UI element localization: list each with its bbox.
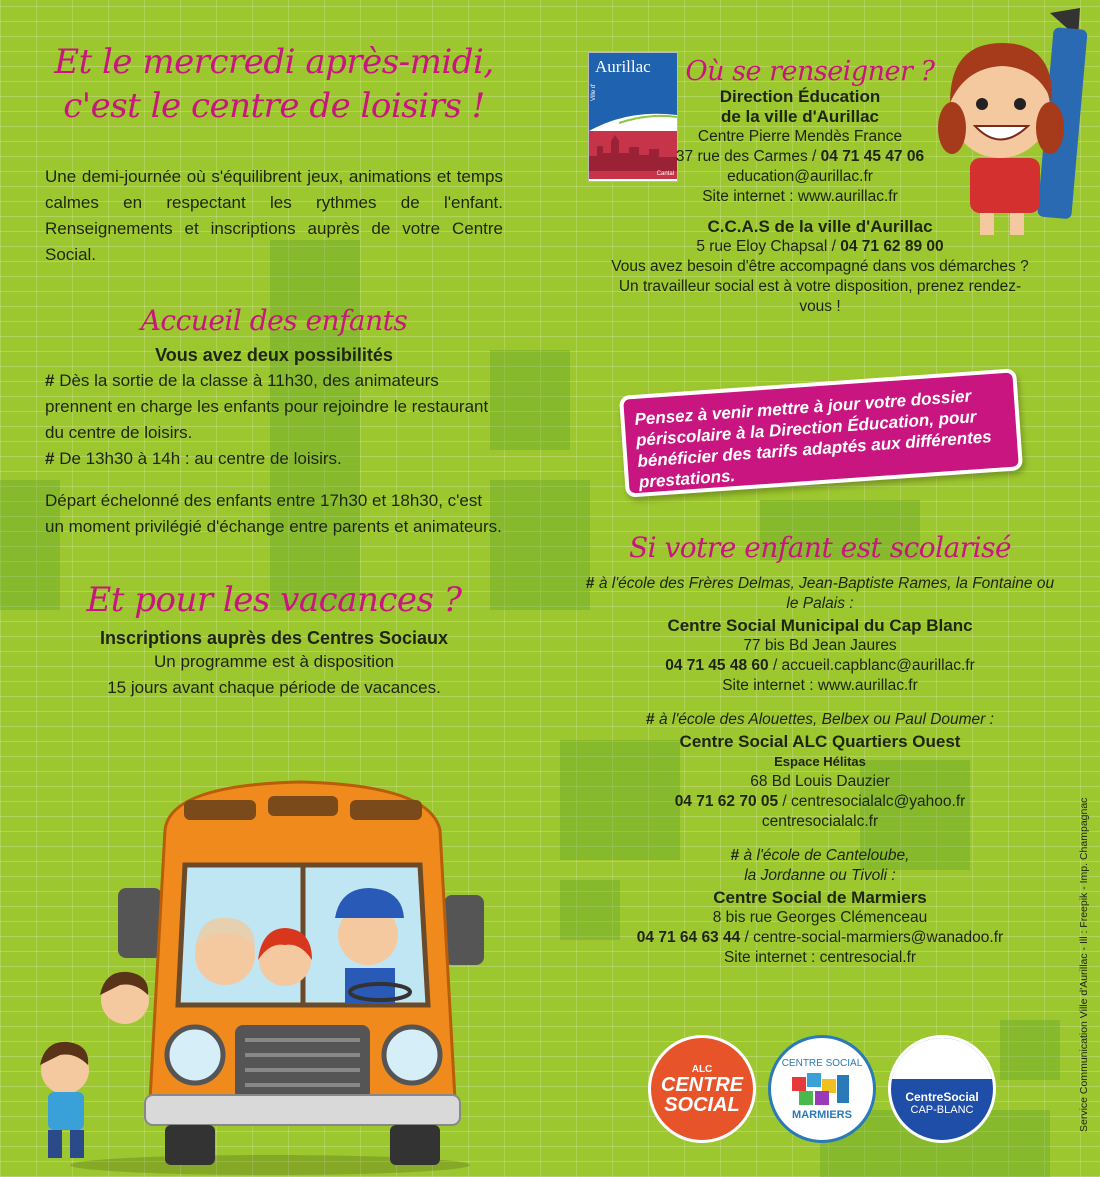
c3-email: / centre-social-marmiers@wanadoo.fr xyxy=(740,929,1004,946)
vacances-line1: Un programme est à disposition xyxy=(153,652,394,671)
renseigner-section xyxy=(590,56,1050,317)
c2-sub: Espace Hélitas xyxy=(774,754,866,769)
bg-square xyxy=(1000,1020,1060,1080)
c2-address: 68 Bd Louis Dauzier xyxy=(750,773,890,790)
left-column xyxy=(45,40,503,701)
c3-address: 8 bis rue Georges Clémenceau xyxy=(712,909,928,926)
renseigner-title: Où se renseigner ? xyxy=(685,56,935,87)
org1-email: education@aurillac.fr xyxy=(727,168,873,185)
accueil-title: Accueil des enfants xyxy=(140,304,408,337)
alc-logo-line1: CENTRE xyxy=(660,1073,744,1096)
logo-top-band xyxy=(891,1038,993,1079)
marmiers-centre-social-logo xyxy=(768,1035,876,1143)
vacances-title: Et pour les vacances ? xyxy=(86,580,462,620)
puzzle-icon xyxy=(787,1069,857,1109)
org1-site: Site internet : www.aurillac.fr xyxy=(702,188,898,205)
aurillac-logo-name: Aurillac xyxy=(595,57,651,76)
depart-text: Départ échelonné des enfants entre 17h30 et 18h30, c'est un moment privilégié d'échange entre parents et animateurs. xyxy=(45,491,502,536)
scolarise-section xyxy=(580,530,1060,968)
org2-address-line xyxy=(590,237,1050,257)
org1-phone: 04 71 45 47 06 xyxy=(820,148,925,165)
intro-text: Une demi-journée où s'équilibrent jeux, animations et temps calmes en respectant les rythmes de l'enfant. Renseignements et inscriptions auprès de votre Centre Social. xyxy=(45,167,503,264)
c3-schools-line1 xyxy=(580,846,1060,866)
c1-contact xyxy=(580,656,1060,676)
c2-email: / centresocialalc@yahoo.fr xyxy=(778,793,966,810)
marmiers-logo-bottom: MARMIERS xyxy=(792,1108,852,1121)
main-title-line2: c'est le centre de loisirs ! xyxy=(63,86,485,126)
c1-name: Centre Social Municipal du Cap Blanc xyxy=(667,616,973,635)
c3-site: Site internet : centresocial.fr xyxy=(723,949,917,966)
c1-email: / accueil.capblanc@aurillac.fr xyxy=(768,657,975,674)
alc-logo-line2: SOCIAL xyxy=(664,1093,740,1116)
c3-phone: 04 71 64 63 44 xyxy=(636,929,741,946)
c2-schools xyxy=(580,710,1060,730)
c3-name: Centre Social de Marmiers xyxy=(713,888,927,907)
c2-name: Centre Social ALC Quartiers Ouest xyxy=(679,732,961,751)
hash-mark: # xyxy=(730,847,740,864)
org2-phone: 04 71 62 89 00 xyxy=(840,238,944,255)
option-2 xyxy=(45,446,503,472)
org2-text: Vous avez besoin d'être accompagné dans vos démarches ? Un travailleur social est à votre disposition, prenez rendez-vous ! xyxy=(611,258,1029,315)
alc-logo-top: ALC xyxy=(691,1063,713,1075)
aurillac-logo-bottom: Cantal xyxy=(656,171,674,177)
org1-address-line xyxy=(640,147,960,167)
alc-centre-social-logo xyxy=(648,1035,756,1143)
option-1 xyxy=(45,368,503,446)
option-2-text: De 13h30 à 14h : au centre de loisirs. xyxy=(54,449,342,468)
vacances-subtitle: Inscriptions auprès des Centres Sociaux xyxy=(99,628,449,648)
org1-address: 37 rue des Carmes / xyxy=(675,148,821,165)
c1-schools xyxy=(580,574,1060,614)
hash-mark: # xyxy=(45,449,55,468)
org2-name: C.C.A.S de la ville d'Aurillac xyxy=(707,217,933,236)
org2-address: 5 rue Eloy Chapsal / xyxy=(696,238,841,255)
c3-schools-text1: à l'école de Canteloube, xyxy=(739,847,910,864)
c1-address: 77 bis Bd Jean Jaures xyxy=(743,637,897,654)
aurillac-logo-side: Ville d' xyxy=(591,83,597,101)
capblanc-logo-line2: CAP-BLANC xyxy=(910,1104,974,1116)
main-title xyxy=(45,40,503,128)
org1-name-line1: Direction Éducation xyxy=(719,87,881,106)
accueil-subtitle: Vous avez deux possibilités xyxy=(155,345,393,365)
school-bus-illustration xyxy=(0,770,520,1177)
scolarise-title: Si votre enfant est scolarisé xyxy=(628,531,1012,564)
c2-contact xyxy=(580,792,1060,812)
hash-mark: # xyxy=(585,575,595,592)
cap-blanc-centre-social-logo xyxy=(888,1035,996,1143)
c3-schools-line2: la Jordanne ou Tivoli : xyxy=(744,867,896,884)
bg-square xyxy=(490,480,590,610)
c2-email2: centresocialalc.fr xyxy=(761,813,879,830)
org1-place: Centre Pierre Mendès France xyxy=(697,128,903,145)
hash-mark: # xyxy=(646,711,655,728)
main-title-line1: Et le mercredi après-midi, xyxy=(54,42,494,82)
reminder-box: Pensez à venir mettre à jour votre dossier périscolaire à la Direction Éducation, pour bénéficier des tarifs adaptés aux différentes prestations. xyxy=(619,368,1023,498)
c2-schools-text: à l'école des Alouettes, Belbex ou Paul Doumer : xyxy=(654,711,994,728)
hash-mark: # xyxy=(45,371,55,390)
credits-text: Service Communication Ville d'Aurillac - Ill : Freepik - Imp. Champagnac xyxy=(1078,797,1090,1132)
c1-schools-text: à l'école des Frères Delmas, Jean-Baptiste Rames, la Fontaine ou le Palais : xyxy=(594,575,1055,612)
c1-site: Site internet : www.aurillac.fr xyxy=(722,677,918,694)
c2-phone: 04 71 62 70 05 xyxy=(674,793,779,810)
c3-contact xyxy=(580,928,1060,948)
marmiers-logo-top: CENTRE SOCIAL xyxy=(781,1057,863,1069)
c1-phone: 04 71 45 48 60 xyxy=(665,657,769,674)
org1-name-line2: de la ville d'Aurillac xyxy=(720,107,880,126)
vacances-line2: 15 jours avant chaque période de vacances. xyxy=(107,678,441,697)
capblanc-logo-line1: CentreSocial xyxy=(905,1090,979,1104)
option-1-text: Dès la sortie de la classe à 11h30, des animateurs prennent en charge les enfants pour rejoindre le restaurant du centre de loisirs. xyxy=(45,371,489,442)
